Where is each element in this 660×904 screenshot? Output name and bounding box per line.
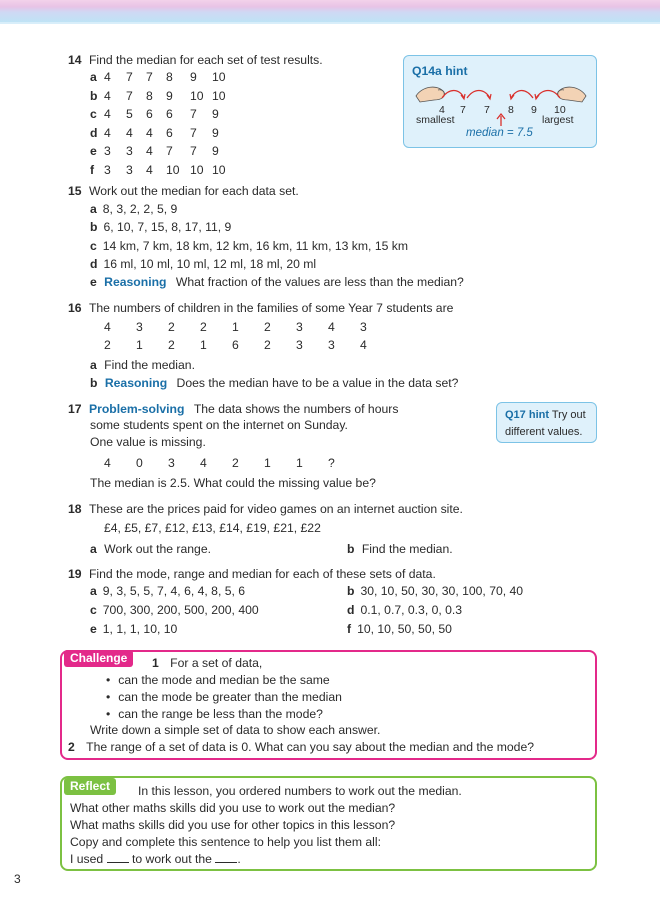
q15-part-e: [90, 275, 464, 289]
q19-part-label: b: [347, 584, 355, 598]
q19-part-text: 9, 3, 5, 5, 7, 4, 6, 4, 8, 5, 6: [102, 584, 246, 598]
q14-value: 4: [104, 107, 111, 121]
q15-e-text: What fraction of the values are less than the median?: [175, 275, 464, 289]
q17-line1: The data shows the numbers of hours: [193, 402, 399, 416]
challenge-write-line: Write down a simple set of data to show each answer.: [90, 723, 381, 737]
q15-part: [90, 239, 408, 253]
q16-value: 1: [136, 338, 143, 352]
bullet-dot-icon: •: [106, 673, 111, 687]
reflect-line3: What maths skills did you use for other topics in this lesson?: [70, 818, 396, 832]
challenge-bullet-text: can the mode be greater than the median: [118, 690, 342, 704]
q14-value: 7: [166, 144, 173, 158]
q19-part-text: 1, 1, 1, 10, 10: [102, 622, 178, 636]
hint-number: 10: [554, 104, 566, 116]
q15-part-label: b: [90, 220, 98, 235]
q14-value: 4: [104, 88, 111, 103]
arc-3: [536, 91, 560, 99]
q17-value: 1: [296, 456, 303, 470]
q19-part: [90, 584, 245, 598]
q15-part: [90, 257, 316, 271]
hint-number: 7: [460, 104, 466, 116]
q16-value: 2: [168, 338, 175, 352]
hint-median-label: median = 7.5: [466, 127, 533, 139]
q16-value: 3: [328, 338, 335, 352]
q14-value: 9: [212, 125, 219, 140]
q16-value: 4: [360, 338, 367, 352]
q19-part-text: 0.1, 0.7, 0.3, 0, 0.3: [360, 603, 463, 617]
q14-value: 6: [166, 125, 173, 140]
q14-value: 9: [166, 88, 173, 103]
q14-part-label: e: [90, 144, 97, 158]
q19-part-text: 700, 300, 200, 500, 200, 400: [102, 603, 259, 617]
q19-part-label: c: [90, 603, 97, 617]
q14-hint-title: Q14a hint: [412, 64, 468, 78]
q14-part-label: a: [90, 70, 97, 84]
q16-part-b: [90, 376, 458, 390]
q17-heading: [68, 402, 398, 416]
q15-part-text: 8, 3, 2, 2, 5, 9: [102, 202, 178, 216]
q19-part-label: d: [347, 603, 355, 617]
q14-value: 4: [104, 70, 111, 84]
q15-part-text: 6, 10, 7, 15, 8, 17, 11, 9: [103, 220, 232, 235]
q14-value: 4: [146, 162, 153, 177]
challenge-q2: [68, 740, 534, 754]
q14-value: 3: [104, 144, 111, 158]
q17-hint-text1: Try out: [551, 409, 586, 421]
q17-hint-line1: [505, 409, 586, 421]
q14-value: 8: [146, 88, 153, 103]
q17-keyword: Problem-solving: [88, 402, 185, 416]
q19-number: 19: [68, 567, 82, 581]
q14-value: 7: [190, 144, 197, 158]
q14-value: 3: [126, 162, 133, 177]
challenge-bullet-text: can the range be less than the mode?: [118, 707, 323, 721]
q16-value: 4: [104, 320, 111, 334]
q14-value: 9: [190, 70, 197, 84]
q14-part-label: b: [90, 88, 98, 103]
challenge-q1-number: 1: [152, 656, 159, 670]
q14-value: 10: [190, 162, 204, 177]
q18-part-b: [347, 542, 453, 556]
reflect-line5: [70, 852, 241, 866]
q15-e-label: e: [90, 275, 97, 289]
q19-part-label: a: [90, 584, 97, 598]
page-number: 3: [14, 872, 21, 886]
q17-value: 4: [104, 456, 111, 470]
q14-value: 6: [166, 107, 173, 121]
q14-heading: [68, 53, 323, 67]
q18-part-a: [90, 542, 211, 556]
reflect-blank-1: [107, 853, 129, 863]
q19-part: [347, 603, 462, 617]
q14-value: 5: [126, 107, 133, 121]
q15-e-keyword: Reasoning: [104, 275, 167, 289]
q17-line2: some students spent on the internet on Sunday.: [90, 418, 348, 432]
q18-b-text: Find the median.: [361, 542, 453, 556]
q17-line3: One value is missing.: [90, 435, 206, 449]
q17-value: ?: [328, 456, 335, 470]
q17-question: The median is 2.5. What could the missing value be?: [90, 476, 376, 490]
q14-prompt: Find the median for each set of test results.: [88, 53, 323, 67]
q16-value: 4: [328, 320, 335, 334]
q15-part-text: 14 km, 7 km, 18 km, 12 km, 16 km, 11 km, 13 km, 15 km: [102, 238, 409, 253]
arc-4: [511, 91, 533, 99]
reflect-line2: What other maths skills did you use to work out the median?: [70, 801, 396, 815]
hint-number: 9: [531, 104, 537, 116]
reflect-blank-2: [215, 853, 237, 863]
q14-value: 3: [126, 144, 133, 158]
q14-value: 7: [126, 88, 133, 103]
q17-number: 17: [68, 402, 82, 416]
q18-a-text: Work out the range.: [104, 542, 211, 556]
q16-b-text: Does the median have to be a value in the data set?: [176, 376, 459, 390]
q15-part-label: d: [90, 256, 98, 271]
challenge-q1-text: For a set of data,: [170, 656, 263, 670]
q14-value: 9: [212, 144, 219, 158]
q14-value: 9: [212, 107, 219, 121]
challenge-q1: [152, 656, 262, 670]
q17-hint-box: [496, 402, 597, 443]
q17-hint-title: Q17 hint: [505, 409, 550, 421]
q14-value: 10: [190, 88, 204, 103]
q14-number: 14: [68, 53, 82, 67]
challenge-bullet-text: can the mode and median be the same: [118, 673, 330, 687]
q16-a-text: Find the median.: [104, 358, 195, 372]
q16-value: 3: [360, 320, 367, 334]
hint-number: 7: [484, 104, 490, 116]
q15-part: [90, 220, 231, 234]
q14-value: 4: [104, 125, 111, 140]
challenge-q2-text: The range of a set of data is 0. What can you say about the median and the mode?: [86, 740, 535, 754]
q16-b-keyword: Reasoning: [104, 376, 168, 390]
q16-value: 2: [104, 338, 111, 352]
q17-value: 4: [200, 456, 207, 470]
reflect-tag: Reflect: [64, 778, 116, 795]
q14-value: 4: [146, 144, 153, 158]
q14-value: 7: [126, 70, 133, 84]
q16-value: 2: [200, 320, 207, 334]
challenge-bullet: [106, 673, 330, 687]
bullet-dot-icon: •: [106, 690, 111, 704]
q18-heading: [68, 502, 463, 516]
q19-part-text: 10, 10, 50, 50, 50: [357, 622, 452, 636]
q15-part-text: 16 ml, 10 ml, 10 ml, 12 ml, 18 ml, 20 ml: [103, 256, 317, 271]
challenge-bullet: [106, 707, 323, 721]
q14-value: 10: [166, 162, 180, 177]
left-finger-icon: [416, 87, 445, 102]
q16-value: 2: [264, 320, 271, 334]
q16-value: 2: [264, 338, 271, 352]
q19-part: [347, 622, 452, 636]
q18-number: 18: [68, 502, 82, 516]
q18-b-label: b: [347, 542, 355, 556]
q19-part: [90, 622, 177, 636]
q14-value: 4: [146, 125, 153, 140]
q14-value: 8: [166, 70, 173, 84]
challenge-q2-number: 2: [68, 740, 75, 754]
bullet-dot-icon: •: [106, 707, 111, 721]
right-finger-icon: [557, 87, 586, 102]
q14-value: 4: [126, 125, 133, 140]
q14-value: 7: [146, 70, 153, 84]
q16-a-label: a: [90, 358, 97, 372]
q18-prompt: These are the prices paid for video games on an internet auction site.: [88, 502, 463, 516]
q14-part-label: d: [90, 125, 98, 140]
q17-value: 1: [264, 456, 271, 470]
q19-part: [90, 603, 259, 617]
reflect-line5-start: I used: [70, 852, 104, 866]
q14-value: 6: [146, 107, 153, 121]
top-banner: [0, 0, 660, 22]
reflect-line4: Copy and complete this sentence to help you list them all:: [70, 835, 381, 849]
hint-number: 8: [508, 104, 514, 116]
q14-part-label: f: [90, 162, 95, 177]
q16-value: 1: [200, 338, 207, 352]
q19-heading: [68, 567, 436, 581]
q16-value: 1: [232, 320, 239, 334]
hint-largest-label: largest: [542, 114, 574, 126]
hint-smallest-label: smallest: [416, 114, 455, 126]
reflect-line1: In this lesson, you ordered numbers to work out the median.: [138, 784, 462, 798]
challenge-bullet: [106, 690, 342, 704]
hint-number: 4: [439, 104, 445, 116]
q15-number: 15: [68, 184, 82, 198]
q14-value: 10: [212, 162, 226, 177]
q14-value: 3: [104, 162, 111, 177]
q17-value: 2: [232, 456, 239, 470]
q16-b-label: b: [90, 376, 98, 390]
q16-value: 6: [232, 338, 239, 352]
q16-part-a: [90, 358, 195, 372]
q18-a-label: a: [90, 542, 97, 556]
q15-part-label: c: [90, 238, 97, 253]
top-banner-rule: [0, 22, 660, 24]
q16-prompt: The numbers of children in the families of some Year 7 students are: [88, 301, 454, 315]
q16-number: 16: [68, 301, 82, 315]
q19-part-label: f: [347, 622, 352, 636]
q19-part: [347, 584, 523, 598]
q14-value: 10: [212, 88, 226, 103]
q18-prices: £4, £5, £7, £12, £13, £14, £19, £21, £22: [104, 521, 321, 535]
q19-prompt: Find the mode, range and median for each of these sets of data.: [88, 567, 436, 581]
q19-part-label: e: [90, 622, 97, 636]
q14-part-label: c: [90, 107, 97, 121]
reflect-line5-middle: to work out the: [131, 852, 212, 866]
q16-value: 3: [296, 320, 303, 334]
q14-value: 10: [212, 70, 226, 84]
q14-value: 7: [190, 125, 197, 140]
q15-part-label: a: [90, 202, 97, 216]
q16-value: 2: [168, 320, 175, 334]
q17-value: 3: [168, 456, 175, 470]
reflect-line5-end: .: [237, 852, 241, 866]
challenge-tag: Challenge: [64, 650, 133, 667]
arc-1: [442, 91, 464, 99]
q15-part: [90, 202, 177, 216]
q15-heading: [68, 184, 299, 198]
q15-prompt: Work out the median for each data set.: [88, 184, 299, 198]
q14-value: 7: [190, 107, 197, 121]
q17-value: 0: [136, 456, 143, 470]
q19-part-text: 30, 10, 50, 30, 30, 100, 70, 40: [360, 584, 524, 598]
q16-heading: [68, 301, 453, 315]
q16-value: 3: [296, 338, 303, 352]
q16-value: 3: [136, 320, 143, 334]
q14-hint-box: [403, 55, 597, 148]
q17-hint-text2: different values.: [505, 426, 583, 438]
arc-2: [467, 91, 490, 99]
